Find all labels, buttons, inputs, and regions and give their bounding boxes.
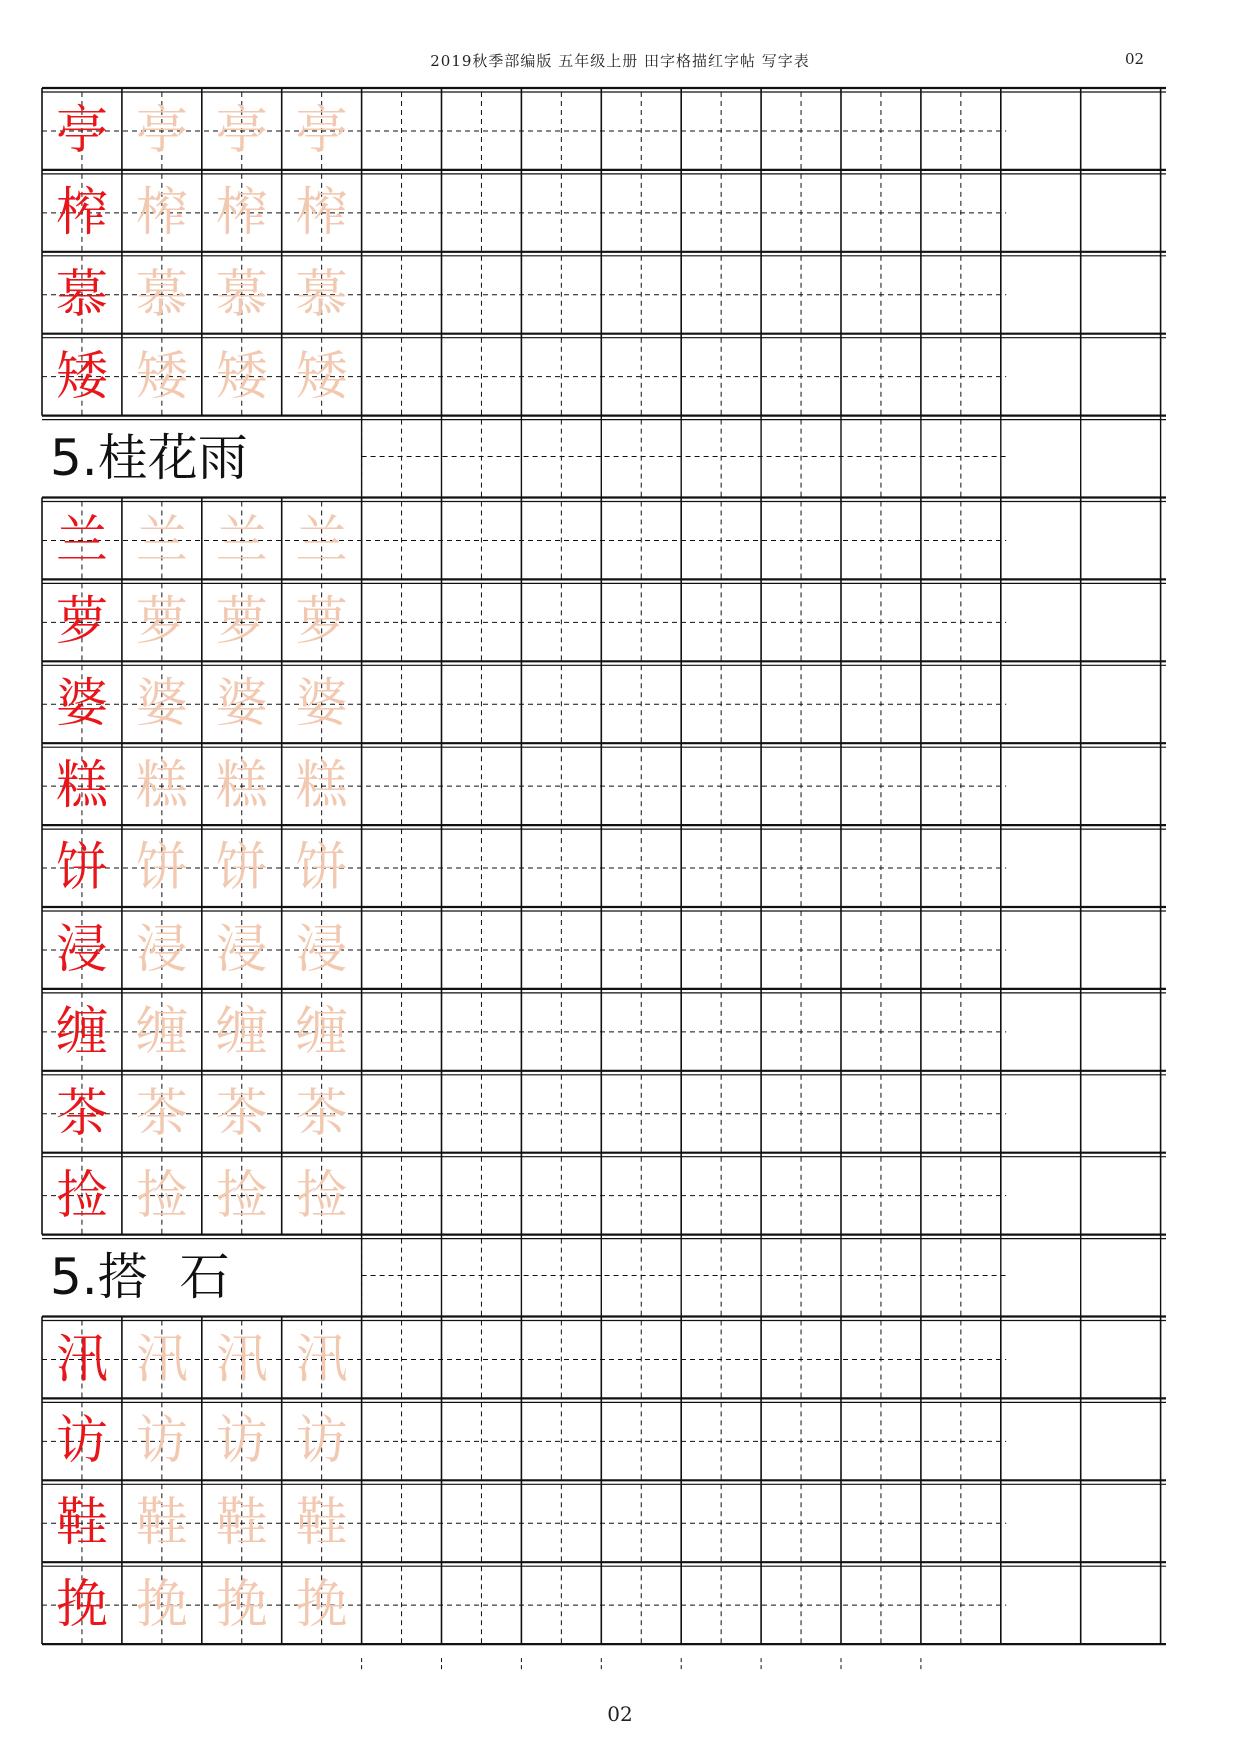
trace-character: 矮 bbox=[295, 346, 348, 407]
trace-character: 萝 bbox=[215, 592, 268, 653]
model-character: 茶 bbox=[55, 1083, 108, 1144]
trace-character: 榨 bbox=[295, 182, 348, 243]
trace-character: 茶 bbox=[295, 1083, 348, 1144]
trace-character: 饼 bbox=[295, 838, 348, 899]
model-character: 捡 bbox=[55, 1165, 108, 1226]
model-character: 访 bbox=[55, 1411, 108, 1472]
model-character: 榨 bbox=[55, 182, 108, 243]
model-character: 矮 bbox=[55, 346, 108, 407]
trace-character: 亭 bbox=[295, 101, 348, 161]
trace-character: 矮 bbox=[215, 346, 268, 407]
trace-character: 慕 bbox=[215, 264, 268, 325]
model-character: 缠 bbox=[55, 1001, 108, 1062]
model-character: 婆 bbox=[55, 674, 108, 735]
trace-character: 捡 bbox=[295, 1165, 348, 1226]
trace-character: 糕 bbox=[295, 756, 348, 817]
trace-character: 亭 bbox=[215, 101, 268, 161]
trace-character: 挽 bbox=[135, 1575, 188, 1636]
trace-character: 榨 bbox=[215, 182, 268, 243]
trace-character: 鞋 bbox=[295, 1493, 348, 1554]
trace-character: 汛 bbox=[215, 1329, 268, 1390]
lesson-title: 5.搭 石 bbox=[50, 1247, 230, 1306]
trace-character: 茶 bbox=[135, 1083, 188, 1144]
trace-character: 访 bbox=[215, 1411, 268, 1472]
trace-character: 浸 bbox=[215, 920, 268, 980]
footer-page-number: 02 bbox=[607, 1702, 633, 1726]
trace-character: 兰 bbox=[215, 510, 268, 571]
model-character: 饼 bbox=[55, 838, 108, 899]
trace-character: 兰 bbox=[295, 510, 348, 571]
trace-character: 婆 bbox=[295, 674, 348, 735]
trace-character: 挽 bbox=[215, 1575, 268, 1636]
trace-character: 亭 bbox=[135, 101, 188, 161]
trace-character: 鞋 bbox=[135, 1493, 188, 1554]
trace-character: 浸 bbox=[295, 920, 348, 980]
trace-character: 慕 bbox=[135, 264, 188, 325]
model-character: 汛 bbox=[55, 1329, 108, 1390]
trace-character: 访 bbox=[295, 1411, 348, 1472]
trace-character: 浸 bbox=[135, 920, 188, 980]
trace-character: 鞋 bbox=[215, 1493, 268, 1554]
trace-character: 婆 bbox=[135, 674, 188, 735]
model-character: 浸 bbox=[55, 920, 108, 980]
trace-character: 捡 bbox=[135, 1165, 188, 1226]
trace-character: 饼 bbox=[135, 838, 188, 899]
header-page-number: 02 bbox=[1125, 50, 1145, 68]
model-character: 慕 bbox=[55, 264, 108, 325]
trace-character: 汛 bbox=[135, 1329, 188, 1390]
trace-character: 婆 bbox=[215, 674, 268, 735]
trace-character: 汛 bbox=[295, 1329, 348, 1390]
trace-character: 慕 bbox=[295, 264, 348, 325]
trace-character: 萝 bbox=[295, 592, 348, 653]
model-character: 挽 bbox=[55, 1575, 108, 1636]
header-title: 2019秋季部编版 五年级上册 田字格描红字帖 写字表 bbox=[430, 52, 810, 70]
trace-character: 萝 bbox=[135, 592, 188, 653]
trace-character: 糕 bbox=[135, 756, 188, 817]
model-character: 糕 bbox=[55, 756, 108, 817]
trace-character: 挽 bbox=[295, 1575, 348, 1636]
model-character: 萝 bbox=[55, 592, 108, 653]
model-character: 亭 bbox=[55, 101, 108, 161]
trace-character: 榨 bbox=[135, 182, 188, 243]
model-character: 鞋 bbox=[55, 1493, 108, 1554]
trace-character: 缠 bbox=[295, 1001, 348, 1062]
trace-character: 兰 bbox=[135, 510, 188, 571]
lesson-title: 5.桂花雨 bbox=[50, 428, 248, 487]
trace-character: 饼 bbox=[215, 838, 268, 899]
trace-character: 访 bbox=[135, 1411, 188, 1472]
trace-character: 缠 bbox=[135, 1001, 188, 1062]
trace-character: 缠 bbox=[215, 1001, 268, 1062]
trace-character: 茶 bbox=[215, 1083, 268, 1144]
trace-character: 捡 bbox=[215, 1165, 268, 1226]
trace-character: 糕 bbox=[215, 756, 268, 817]
trace-character: 矮 bbox=[135, 346, 188, 407]
model-character: 兰 bbox=[55, 510, 108, 571]
